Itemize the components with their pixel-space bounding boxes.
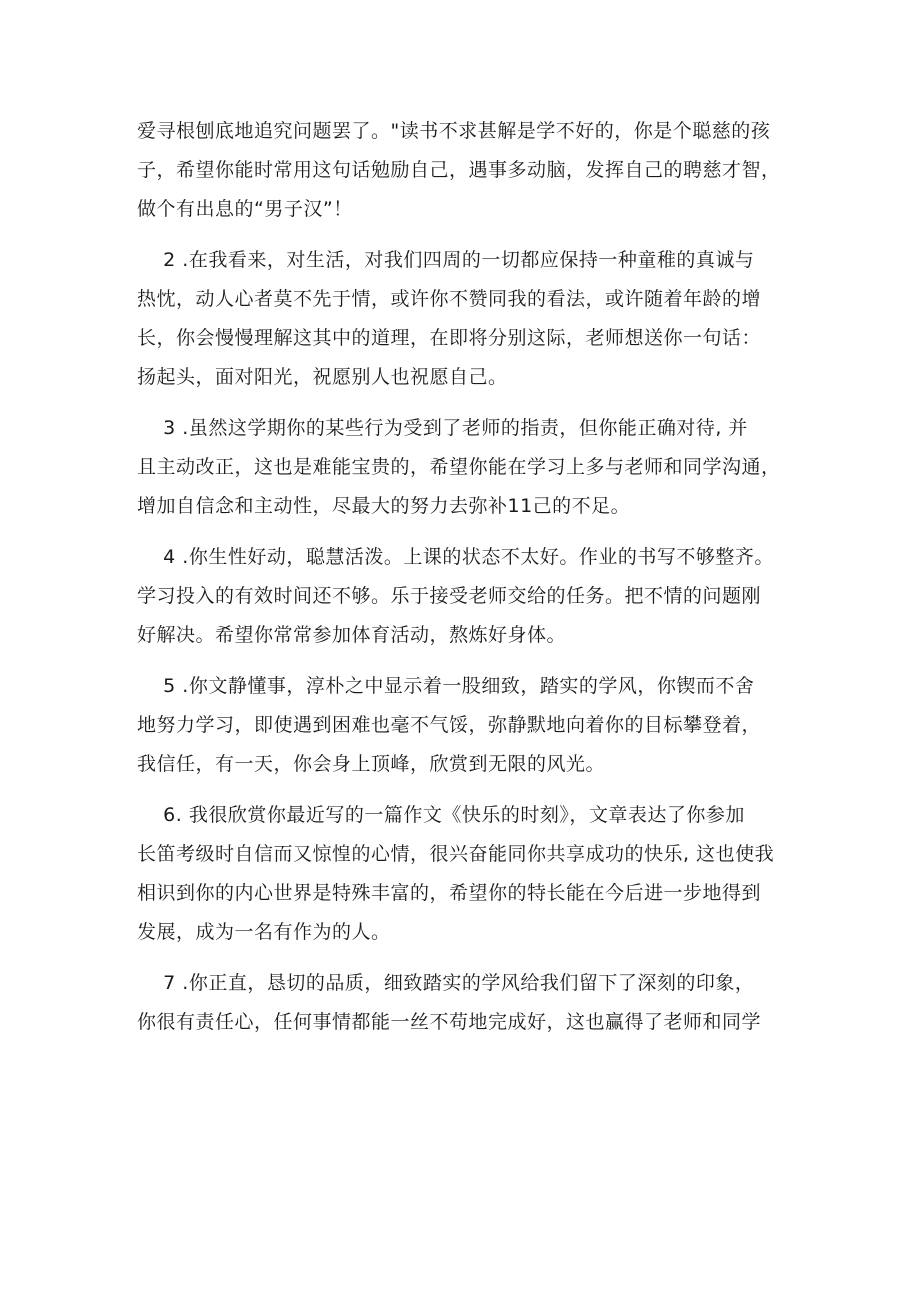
text-line: 你很有责任心，任何事情都能一丝不苟地完成好，这也赢得了老师和同学	[137, 1011, 762, 1033]
text-line: 爱寻根刨底地追究问题罢了。"读书不求甚解是学不好的，你是个聪慈的孩	[137, 120, 771, 142]
text-line: 学习投入的有效时间还不够。乐于接受老师交给的任务。把不情的问题刚	[137, 585, 762, 607]
text-line: 且主动改正，这也是难能宝贵的，希望你能在学习上多与老师和同学沟通，	[137, 456, 781, 478]
text-line: 4 .你生性好动，聪慧活泼。上课的状态不太好。作业的书写不够整齐。	[137, 546, 774, 568]
text-line: 3 .虽然这学期你的某些行为受到了老师的指责，但你能正确对待, 并	[137, 417, 748, 439]
text-line: 地努力学习，即使遇到困难也毫不气馁，弥静默地向着你的目标攀登着，	[137, 714, 762, 736]
paragraph-continuation	[137, 112, 797, 229]
text-line: 我信任，有一天，你会身上顶峰，欣赏到无限的风光。	[137, 753, 606, 775]
paragraph-item-3	[137, 409, 797, 526]
paragraph-item-7	[137, 964, 797, 1042]
text-line: 做个有出息的“男子汉”！	[137, 198, 353, 220]
text-line: 长笛考级时自信而又惊惶的心情，很兴奋能同你共享成功的快乐, 这也使我	[137, 843, 775, 865]
text-line: 2 .在我看来，对生活，对我们四周的一切都应保持一种童稚的真诚与	[137, 249, 755, 271]
text-line: 增加自信念和主动性，尽最大的努力去弥补11己的不足。	[137, 495, 631, 517]
text-line: 子，希望你能时常用这句话勉励自己，遇事多动脑，发挥自己的聘慈才智，	[137, 159, 781, 181]
text-line: 相识到你的内心世界是特殊丰富的，希望你的特长能在今后进一步地得到	[137, 882, 762, 904]
paragraph-item-5	[137, 667, 797, 784]
paragraph-item-2	[137, 241, 797, 397]
text-line: 6. 我很欣赏你最近写的一篇作文《快乐的时刻》，文章表达了你参加	[137, 804, 745, 826]
text-line: 5 .你文静懂事，淳朴之中显示着一股细致，踏实的学风，你锲而不舍	[137, 675, 755, 697]
document-body	[137, 112, 797, 1054]
text-line: 热忱，动人心者莫不先于情，或许你不赞同我的看法，或许随着年龄的增	[137, 288, 762, 310]
text-line: 好解决。希望你常常参加体育活动，熬炼好身体。	[137, 624, 567, 646]
text-line: 扬起头，面对阳光，祝愿别人也祝愿自己。	[137, 366, 508, 388]
paragraph-item-6	[137, 796, 797, 952]
text-line: 长，你会慢慢理解这其中的道理，在即将分别这际，老师想送你一句话：	[137, 327, 762, 349]
paragraph-item-4	[137, 538, 797, 655]
text-line: 7 .你正直，恳切的品质，细致踏实的学风给我们留下了深刻的印象，	[137, 972, 755, 994]
text-line: 发展，成为一名有作为的人。	[137, 921, 391, 943]
